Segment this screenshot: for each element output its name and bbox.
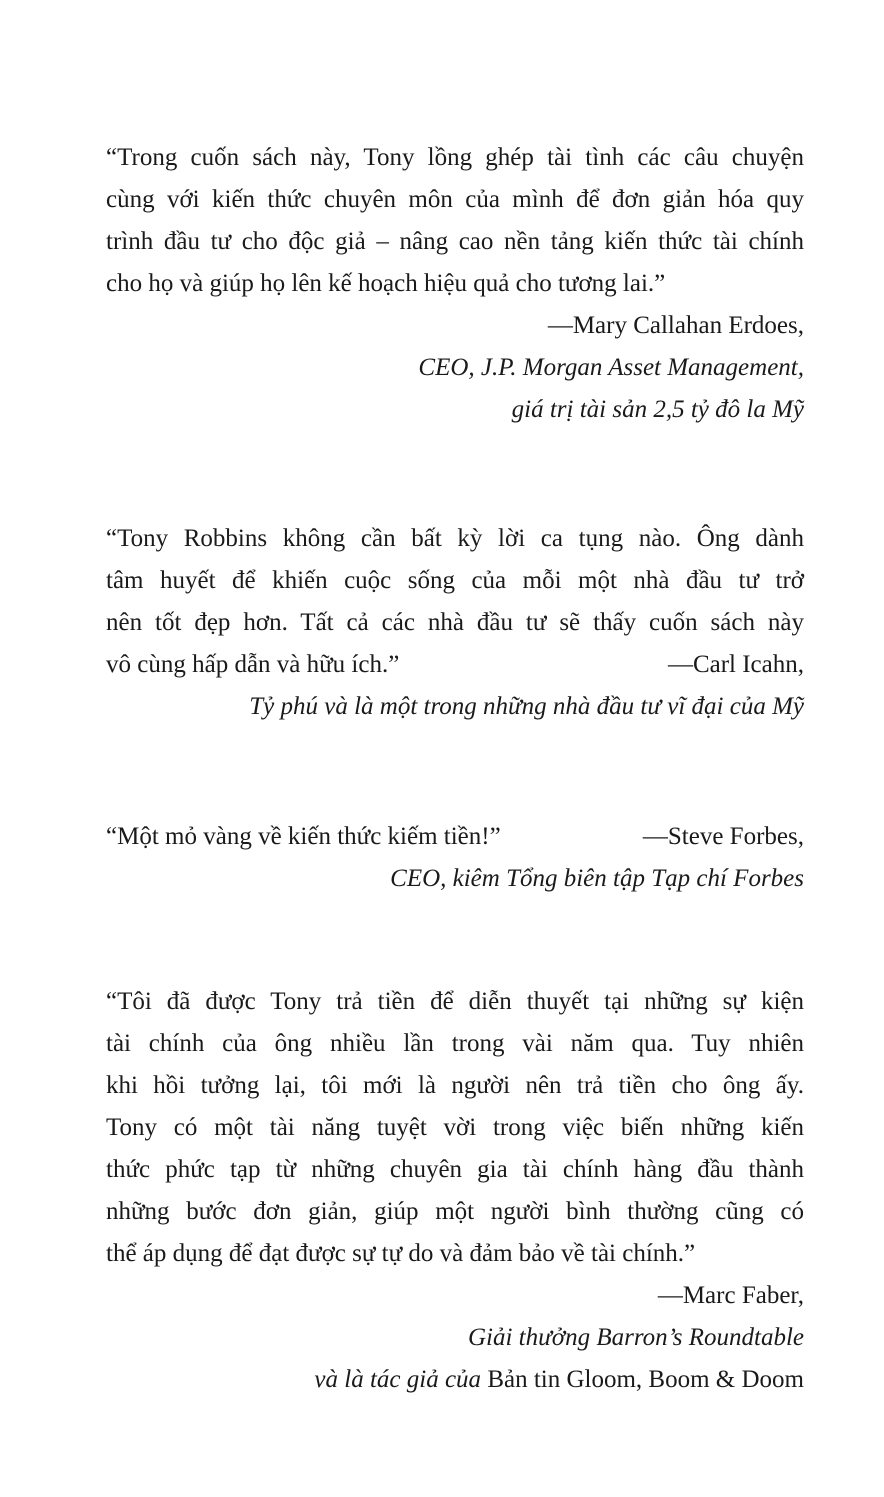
quote-line: vô cùng hấp dẫn và hữu ích.” [106,651,400,678]
quote-author: —Marc Faber, [657,1282,804,1309]
newsletter-name: Bản tin Gloom, Boom & Doom [487,1366,804,1393]
testimonial-erdoes [106,137,804,431]
quote-author: —Mary Callahan Erdoes, [547,312,804,339]
quote-line: Tony có một tài năng tuyệt vời trong việc biến những kiến [106,1114,804,1141]
quote-line: tâm huyết để khiến cuộc sống của mỗi một nhà đầu tư trở [106,567,804,594]
quote-line: “Một mỏ vàng về kiến thức kiếm tiền!” [106,823,501,850]
quote-line: thức phức tạp từ những chuyên gia tài chính hàng đầu thành [106,1156,804,1183]
quote-last-row [106,644,804,686]
quote-line: “Tony Robbins không cần bất kỳ lời ca tụng nào. Ông dành [106,525,804,552]
quote-line: những bước đơn giản, giúp một người bình thường cũng có [106,1198,804,1225]
quote-line: khi hồi tưởng lại, tôi mới là người nên trả tiền cho ông ấy. [106,1072,804,1099]
author-title-italic: và là tác giả của [314,1366,482,1393]
testimonial-icahn [106,518,804,728]
quote-line: cho họ và giúp họ lên kế hoạch hiệu quả cho tương lai.” [106,270,666,297]
quote-author: —Steve Forbes, [642,823,804,850]
author-title: giá trị tài sản 2,5 tỷ đô la Mỹ [511,396,804,423]
quote-author: —Carl Icahn, [667,651,804,678]
author-title: Giải thưởng Barron’s Roundtable [467,1324,804,1351]
quote-line: “Tôi đã được Tony trả tiền để diễn thuyết tại những sự kiện [106,988,804,1015]
quote-line: tài chính của ông nhiều lần trong vài năm qua. Tuy nhiên [106,1030,804,1057]
testimonial-faber [106,981,804,1401]
author-title: Tỷ phú và là một trong những nhà đầu tư vĩ đại của Mỹ [249,693,804,720]
quote-line: cùng với kiến thức chuyên môn của mình để đơn giản hóa quy [106,186,804,213]
quote-line: trình đầu tư cho độc giả – nâng cao nền tảng kiến thức tài chính [106,228,804,255]
testimonial-forbes [106,816,804,900]
author-title-2 [106,1359,804,1401]
quote-line: nên tốt đẹp hơn. Tất cả các nhà đầu tư sẽ thấy cuốn sách này [106,609,804,636]
quote-last-row [106,816,804,858]
author-title: CEO, kiêm Tổng biên tập Tạp chí Forbes [390,865,804,892]
quote-line: “Trong cuốn sách này, Tony lồng ghép tài tình các câu chuyện [106,144,804,171]
author-title: CEO, J.P. Morgan Asset Management, [418,354,804,381]
quote-line: thể áp dụng để đạt được sự tự do và đảm bảo về tài chính.” [106,1240,696,1267]
